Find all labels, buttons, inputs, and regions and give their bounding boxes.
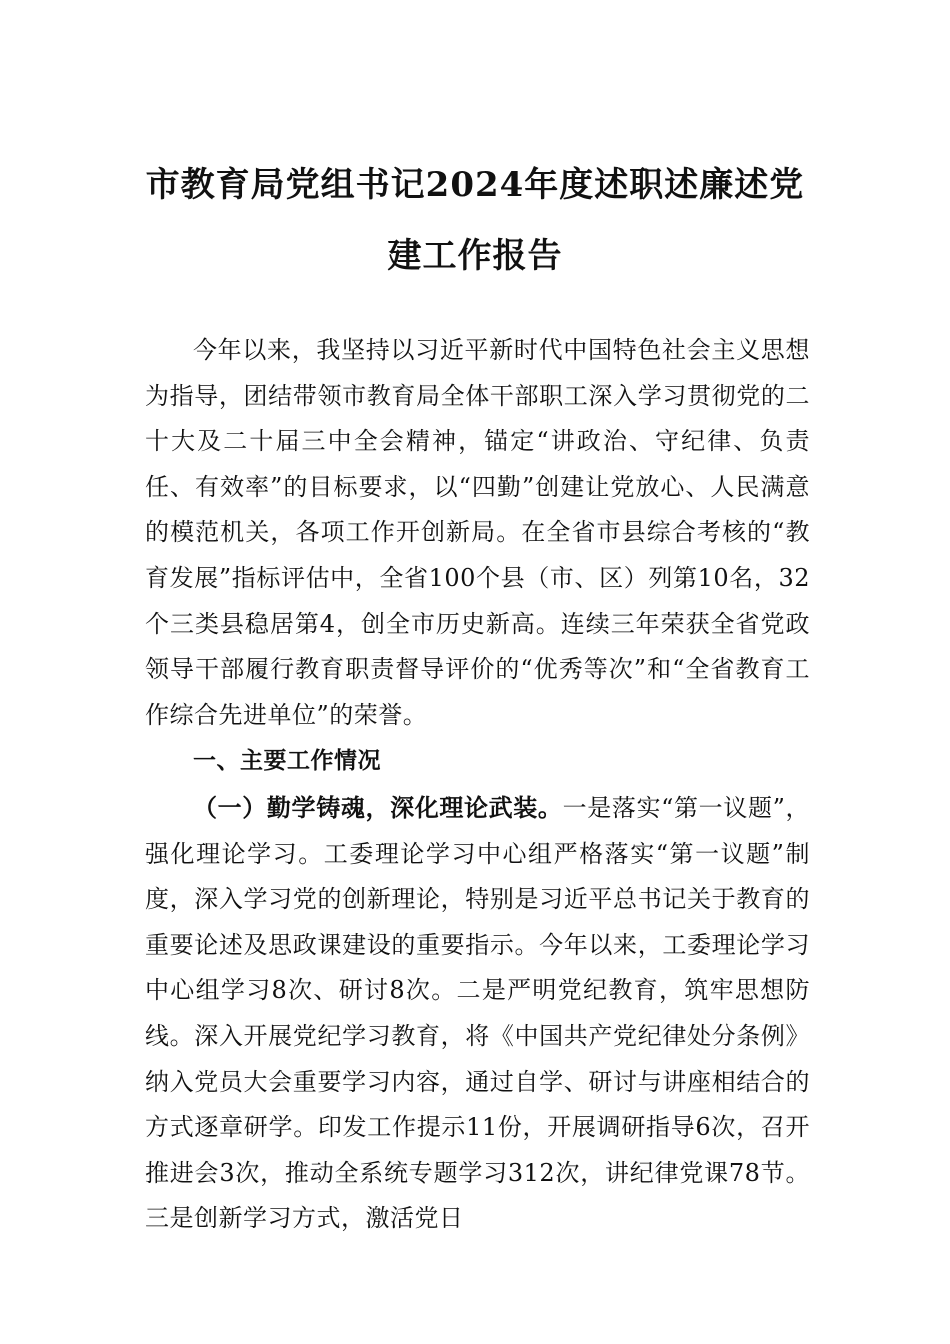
intro-paragraph: 今年以来，我坚持以习近平新时代中国特色社会主义思想为指导，团结带领市教育局全体干部职工深入学习贯彻党的二十大及二十届三中全会精神，锚定“讲政治、守纪律、负责任、有效率”的目标要求，以“四勤”创建让党放心、人民满意的模范机关，各项工作开创新局。在全省市县综合考核的“教育发展”指标评估中，全省100个县（市、区）列第10名，32个三类县稳居第4，创全市历史新高。连续三年荣获全省党政领导干部履行教育职责督导评价的“优秀等次”和“全省教育工作综合先进单位”的荣誉。 (145, 336, 810, 729)
section-heading-text: 一、主要工作情况 (193, 748, 381, 775)
subsection-heading: （一）勤学铸魂，深化理论武装。 (193, 792, 563, 822)
subsection-text: 一是落实“第一议题”，强化理论学习。工委理论学习中心组严格落实“第一议题”制度，深入学习党的创新理论，特别是习近平总书记关于教育的重要论述及思政课建设的重要指示。今年以来，工委理论学习中心组学习8次、研讨8次。二是严明党纪教育，筑牢思想防线。深入开展党纪学习教育，将《中国共产党纪律处分条例》纳入党员大会重要学习内容，通过自学、研讨与讲座相结合的方式逐章研学。印发工作提示11份，开展调研指导6次，召开推进会3次，推动全系统专题学习312次，讲纪律党课78节。三是创新学习方式，激活党日 (145, 793, 810, 1233)
document-title-line-2: 建工作报告 (387, 236, 563, 276)
document-title-line-1: 市教育局党组书记2024年度述职述廉述党 (145, 165, 805, 205)
section-heading (145, 738, 810, 785)
subsection-paragraph (145, 785, 810, 1242)
document-body (145, 328, 810, 1242)
